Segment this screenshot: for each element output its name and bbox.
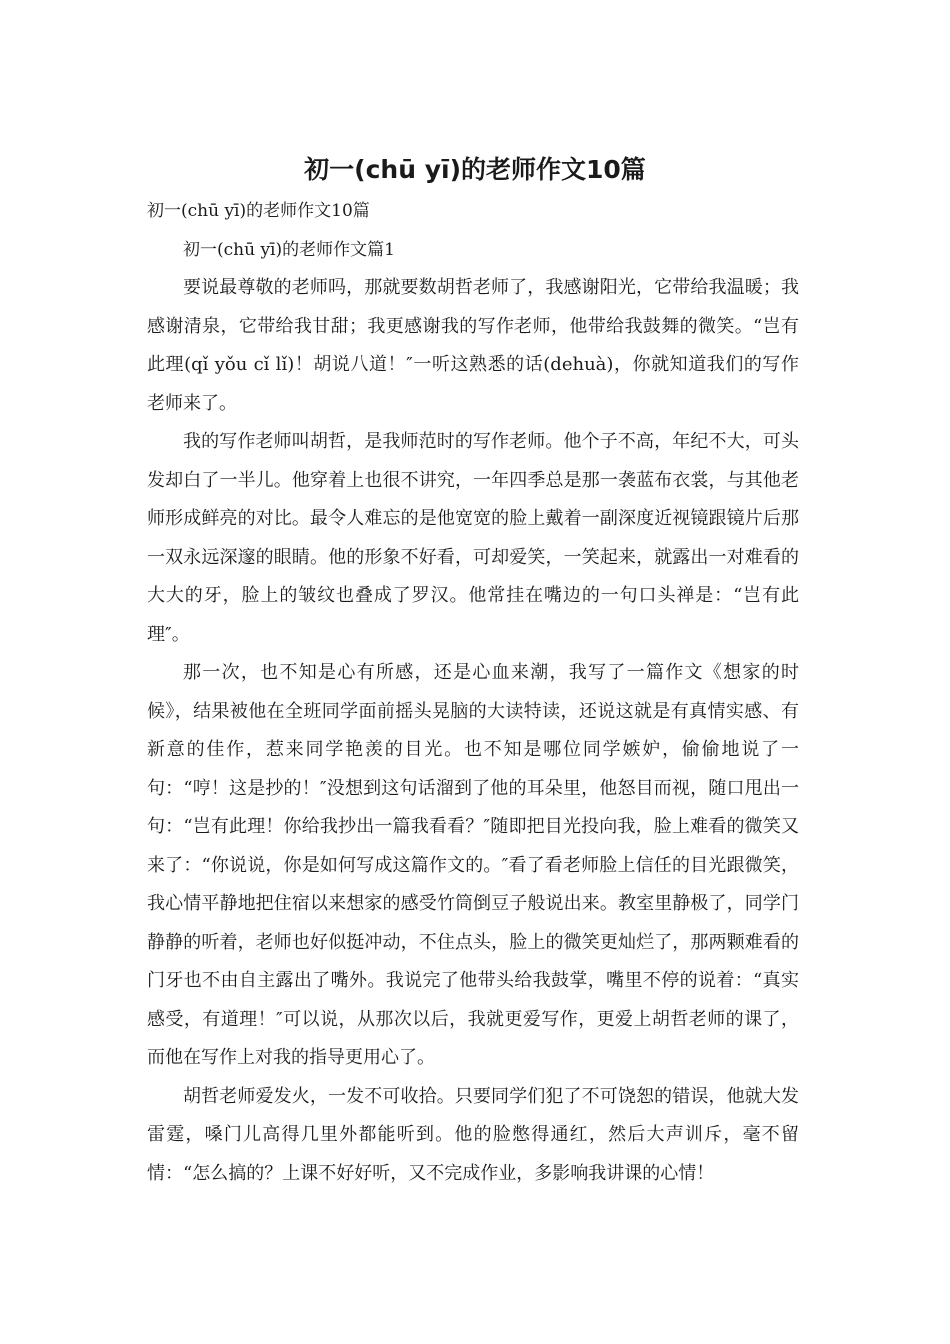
document-body [147, 192, 799, 1193]
document-title: 初一(chū yī)的老师作文10篇 [304, 155, 646, 184]
paragraph: 我的写作老师叫胡哲，是我师范时的写作老师。他个子不高，年纪不大，可头发却白了一半儿。他穿着上也很不讲究，一年四季总是那一袭蓝布衣裳，与其他老师形成鲜亮的对比。最令人难忘的是他宽宽的脸上戴着一副深度近视镜跟镜片后那一双永远深邃的眼睛。他的形象不好看，可却爱笑，一笑起来，就露出一对难看的大大的牙，脸上的皱纹也叠成了罗汉。他常挂在嘴边的一句口头禅是：“岂有此理″。 [147, 431, 799, 645]
paragraph: 胡哲老师爱发火，一发不可收拾。只要同学们犯了不可饶恕的错误，他就大发雷霆，嗓门儿高得几里外都能听到。他的脸憋得通红，然后大声训斥，毫不留情：“怎么搞的？上课不好好听，又不完成作业，多影响我讲课的心情！ [147, 1085, 799, 1184]
document-subtitle: 初一(chū yī)的老师作文10篇 [147, 201, 370, 221]
paragraph: 要说最尊敬的老师吗，那就要数胡哲老师了，我感谢阳光，它带给我温暖；我感谢清泉，它带给我甘甜；我更感谢我的写作老师，他带给我鼓舞的微笑。“岂有此理(qǐ yǒu cǐ lǐ)！胡说八道！″一听这熟悉的话(dehuà)，你就知道我们的写作老师来了。 [147, 277, 799, 414]
paragraph: 那一次，也不知是心有所感，还是心血来潮，我写了一篇作文《想家的时候》，结果被他在全班同学面前摇头晃脑的大读特读，还说这就是有真情实感、有新意的佳作，惹来同学艳羡的目光。也不知是哪位同学嫉妒，偷偷地说了一句：“哼！这是抄的！″没想到这句话溜到了他的耳朵里，他怒目而视，随口甩出一句：“岂有此理！你给我抄出一篇我看看？″随即把目光投向我，脸上难看的微笑又来了：“你说说，你是如何写成这篇作文的。″看了看老师脸上信任的目光跟微笑，我心情平静地把住宿以来想家的感受竹筒倒豆子般说出来。教室里静极了，同学门静静的听着，老师也好似挺冲动，不住点头，脸上的微笑更灿烂了，那两颗难看的门牙也不由自主露出了嘴外。我说完了他带头给我鼓掌，嘴里不停的说着：“真实感受，有道理！″可以说，从那次以后，我就更爱写作，更爱上胡哲老师的课了，而他在写作上对我的指导更用心了。 [147, 662, 799, 1068]
section-heading: 初一(chū yī)的老师作文篇1 [183, 239, 395, 260]
